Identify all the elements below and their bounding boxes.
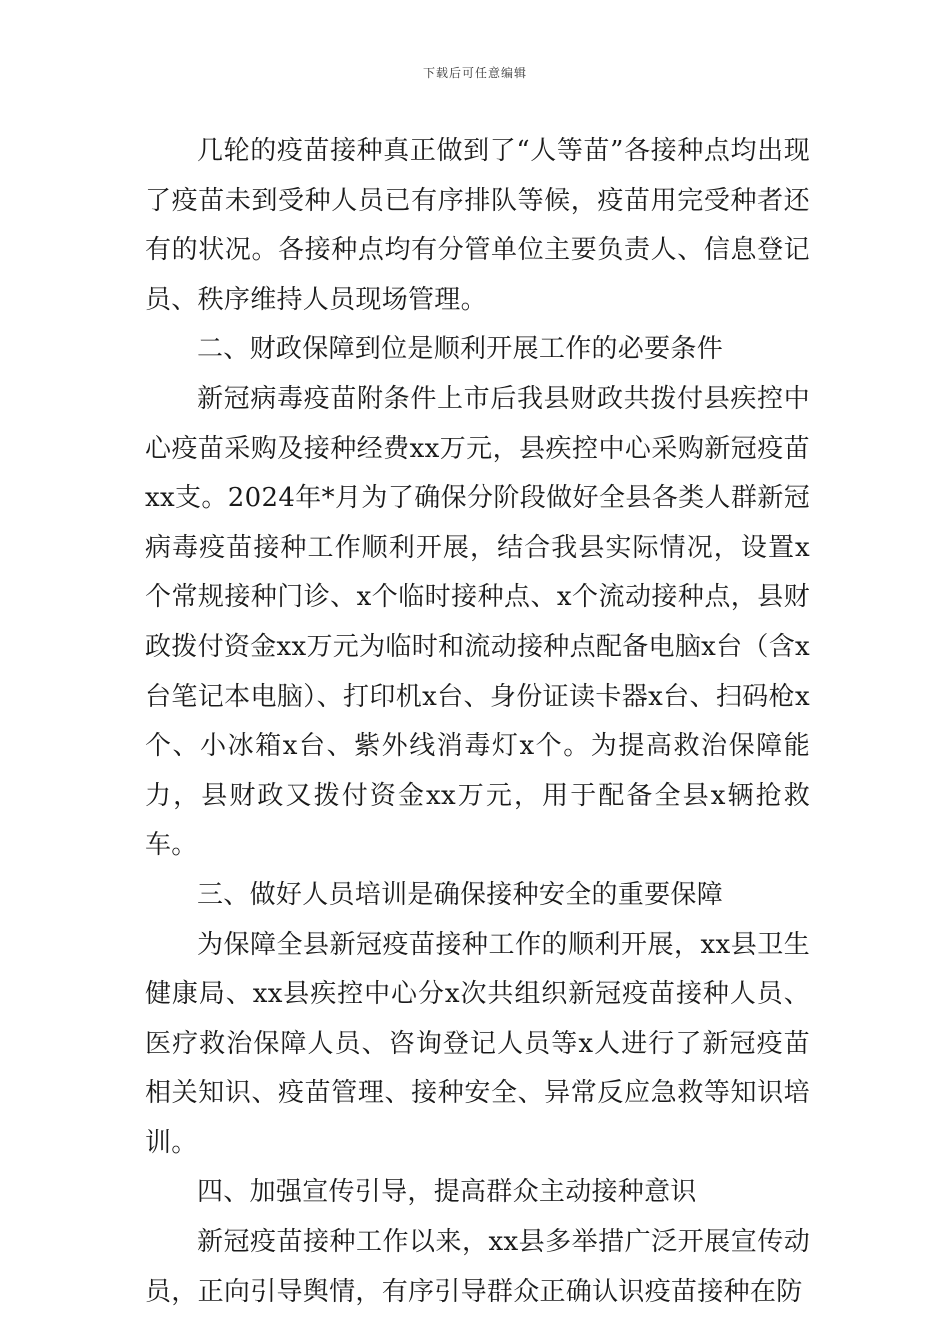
paragraph-publicity: 新冠疫苗接种工作以来，xx县多举措广泛开展宣传动员，正向引导舆情，有序引导群众正确认识疫苗接种在防 bbox=[145, 1227, 810, 1307]
paragraph-vaccination-status: 几轮的疫苗接种真正做到了“人等苗”各接种点均出现了疫苗未到受种人员已有序排队等候，疫苗用完受种者还有的状况。各接种点均有分管单位主要负责人、信息登记员、秩序维持人员现场管理。 bbox=[145, 136, 810, 315]
header-note: 下载后可任意编辑 bbox=[422, 66, 527, 80]
section-heading-training: 三、做好人员培训是确保接种安全的重要保障 bbox=[197, 879, 724, 910]
document-body bbox=[145, 127, 810, 1317]
section-heading-finance: 二、财政保障到位是顺利开展工作的必要条件 bbox=[197, 334, 724, 365]
section-heading-publicity: 四、加强宣传引导，提高群众主动接种意识 bbox=[197, 1177, 697, 1208]
paragraph-training: 为保障全县新冠疫苗接种工作的顺利开展，xx县卫生健康局、xx县疾控中心分x次共组织新冠疫苗接种人员、医疗救治保障人员、咨询登记人员等x人进行了新冠疫苗相关知识、疫苗管理、接种安全、异常反应急救等知识培训。 bbox=[145, 929, 810, 1158]
paragraph-finance: 新冠病毒疫苗附条件上市后我县财政共拨付县疾控中心疫苗采购及接种经费xx万元，县疾控中心采购新冠疫苗xx支。2024年*月为了确保分阶段做好全县各类人群新冠病毒疫苗接种工作顺利开展，结合我县实际情况，设置x个常规接种门诊、x个临时接种点、x个流动接种点，县财政拨付资金xx万元为临时和流动接种点配备电脑x台（含x台笔记本电脑）、打印机x台、身份证读卡器x台、扫码枪x个、小冰箱x台、紫外线消毒灯x个。为提高救治保障能力，县财政又拨付资金xx万元，用于配备全县x辆抢救车。 bbox=[145, 383, 810, 861]
